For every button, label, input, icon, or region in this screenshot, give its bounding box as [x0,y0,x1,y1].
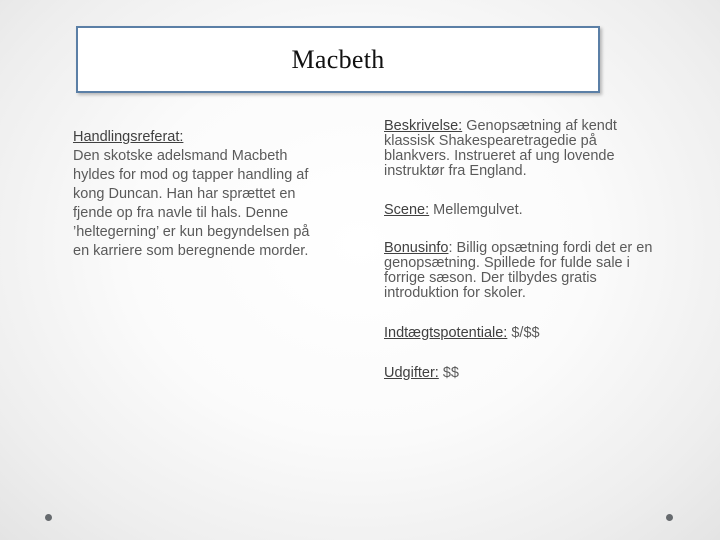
synopsis-label: Handlingsreferat: [73,129,184,145]
scene-label: Scene: [384,202,430,218]
cost-text: $$ [438,365,459,381]
details-section [384,119,654,382]
description-label: Beskrivelse: [384,118,463,134]
income-text: $/$$ [507,325,540,341]
bonus-paragraph [384,241,654,301]
bonus-text: : Billig opsætning fordi det er en genopsætning. Spillede for fulde sale i forrige sæson. Der tilbydes gratis introduktion for skoler. [384,240,653,301]
income-label: Indtægtspotentiale: [384,325,508,341]
scene-text: Mellemgulvet. [429,202,523,218]
scene-paragraph [384,201,654,219]
synopsis-text: Den skotske adelsmand Macbeth hyldes for mod og tapper handling af kong Duncan. Han har sprættet en fjende op fra navle til hals. Denne ’heltegerning’ er kun begyndelsen på en karriere som beregnende morder. [73,148,310,259]
corner-dot-left [45,514,52,521]
slide-title: Macbeth [291,44,385,74]
synopsis-section [73,128,318,261]
description-paragraph [384,119,654,179]
cost-label: Udgifter: [384,365,439,381]
cost-paragraph [384,364,654,382]
bonus-label: Bonusinfo [384,240,449,256]
title-box [76,26,600,93]
synopsis-paragraph [73,128,318,261]
description-text: Genopsætning af kendt klassisk Shakespearetragedie på blankvers. Instrueret af ung lovende instruktør fra England. [384,118,617,179]
income-paragraph [384,324,654,342]
corner-dot-right [666,514,673,521]
